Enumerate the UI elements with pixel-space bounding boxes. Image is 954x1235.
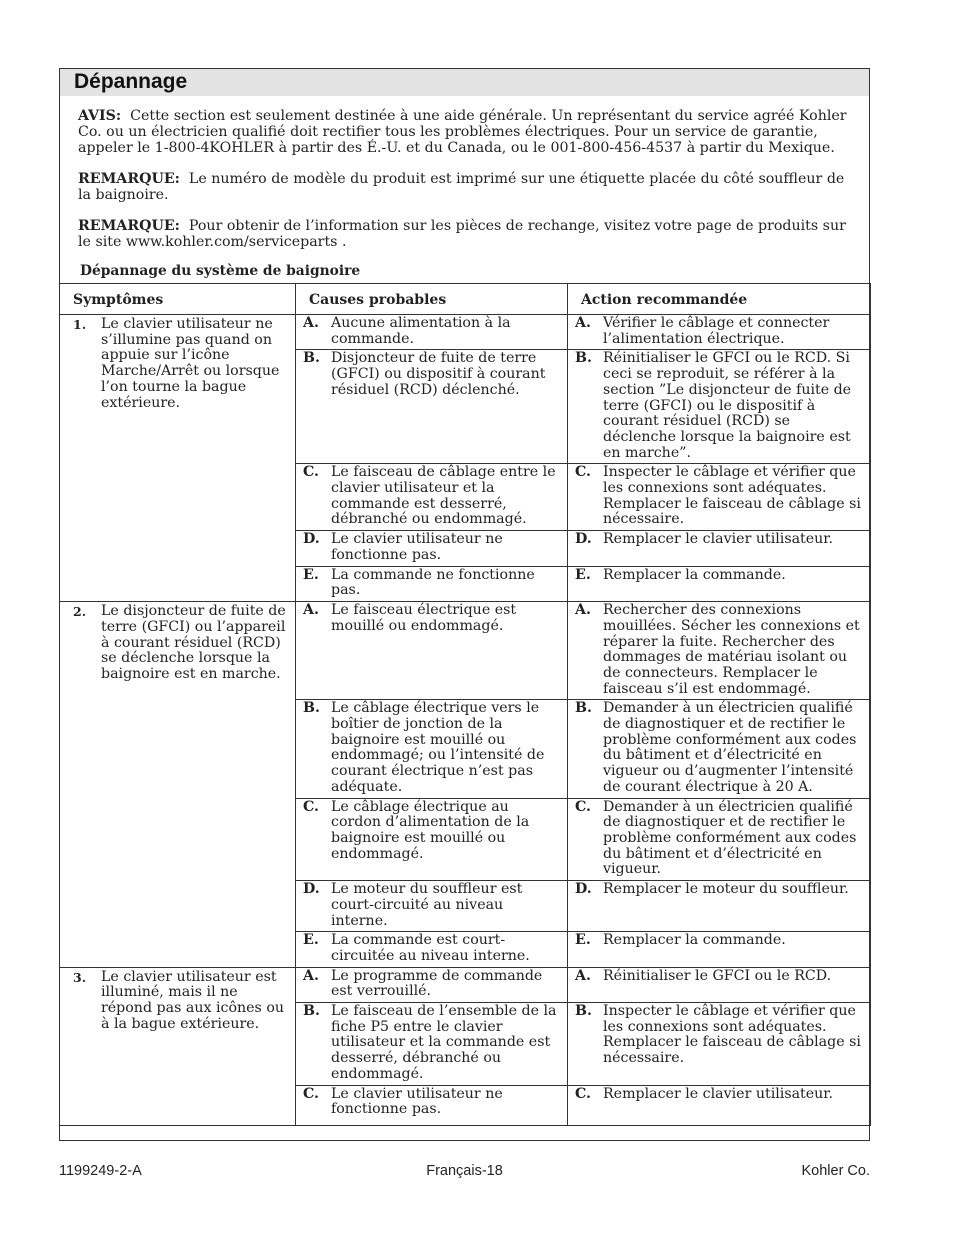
cause-letter: E. [303,932,319,949]
page-number: Français-18 [426,1163,503,1179]
cause-text: Le câblage électrique vers le boîtier de jonction de la baignoire est mouillé ou endommagé; ou l’intensité de courant électrique n’est pas adéquate. [331,700,545,795]
action-letter: D. [575,531,592,548]
cause-text: Le programme de commande est verrouillé. [331,967,543,1000]
symptom-cell [60,967,296,1125]
cause-letter: A. [303,967,319,984]
note-parts-label: REMARQUE: [78,218,180,234]
cause-letter: C. [303,464,319,481]
table-row [60,315,871,350]
table-row [60,967,871,1002]
action-cell [568,798,871,881]
cause-letter: C. [303,798,319,815]
cause-cell [296,932,568,967]
cause-cell [296,464,568,531]
action-cell [568,700,871,798]
company-name: Kohler Co. [801,1163,870,1179]
action-text: Remplacer la commande. [603,932,786,949]
symptom-number: 2. [73,604,87,620]
cause-text: Le clavier utilisateur ne fonctionne pas. [331,531,503,564]
cause-cell [296,531,568,566]
cause-letter: D. [303,881,320,898]
cause-letter: B. [303,1003,320,1020]
symptom-text: Le clavier utilisateur est illuminé, mais il ne répond pas aux icônes ou à la bague extérieure. [101,968,284,1032]
action-cell [568,350,871,464]
cause-cell [296,1003,568,1086]
cause-text: Aucune alimentation à la commande. [331,315,511,347]
action-text: Réinitialiser le GFCI ou le RCD. Si ceci se reproduit, se référer à la section ”Le disjoncteur de fuite de terre (GFCI) ou le dispositif à courant résiduel (RCD) se déclenche lorsque la baignoire est en marche”. [603,350,852,461]
cause-cell [296,315,568,350]
table-header-row [60,284,871,315]
cause-text: Le clavier utilisateur ne fonctionne pas. [331,1085,503,1118]
action-text: Remplacer le clavier utilisateur. [603,531,834,548]
note-model-paragraph [78,171,848,203]
header-action: Action recommandée [568,284,871,315]
cause-letter: A. [303,602,319,619]
action-letter: A. [575,315,591,331]
action-cell [568,1003,871,1086]
action-letter: C. [575,798,591,815]
table-row [60,602,871,700]
cause-text: Disjoncteur de fuite de terre (GFCI) ou dispositif à courant résiduel (RCD) déclenché. [331,350,546,398]
header-symptoms: Symptômes [60,284,296,315]
note-model-label: REMARQUE: [78,171,180,187]
action-text: Réinitialiser le GFCI ou le RCD. [603,967,832,984]
action-text: Remplacer la commande. [603,566,786,583]
action-letter: B. [575,1003,592,1020]
notice-label: AVIS: [78,108,122,124]
cause-cell [296,566,568,601]
cause-cell [296,700,568,798]
cause-cell [296,798,568,881]
action-cell [568,531,871,566]
cause-text: Le faisceau électrique est mouillé ou endommagé. [331,602,517,634]
action-cell [568,315,871,350]
action-letter: D. [575,881,592,898]
action-letter: C. [575,1085,591,1102]
symptom-number: 1. [73,317,87,332]
cause-text: Le faisceau de câblage entre le clavier utilisateur et la commande est desserré, débranché ou endommagé. [331,464,556,528]
action-letter: E. [575,566,591,583]
cause-text: Le câblage électrique au cordon d’alimentation de la baignoire est mouillé ou endommagé. [331,798,530,862]
note-parts-paragraph [78,218,848,250]
note-parts-text: Pour obtenir de l’information sur les pièces de rechange, visitez votre page de produits sur le site www.kohler.com/serviceparts . [78,218,846,251]
cause-text: Le moteur du souffleur est court-circuité au niveau interne. [331,881,523,929]
cause-letter: C. [303,1085,319,1102]
cause-letter: E. [303,566,319,583]
cause-text: La commande est court-circuitée au niveau interne. [331,932,530,964]
action-cell [568,881,871,932]
cause-cell [296,881,568,932]
cause-letter: A. [303,315,319,331]
action-letter: B. [575,700,592,717]
cause-text: Le faisceau de l’ensemble de la fiche P5 entre le clavier utilisateur et la commande est desserré, débranché ou endommagé. [331,1003,557,1082]
action-cell [568,967,871,1002]
action-text: Vérifier le câblage et connecter l’alimentation électrique. [603,315,830,347]
symptom-number: 3. [73,969,87,985]
header-causes: Causes probables [296,284,568,315]
action-letter: C. [575,464,591,481]
action-cell [568,566,871,601]
cause-letter: B. [303,700,320,717]
action-text: Remplacer le moteur du souffleur. [603,881,849,898]
note-model-text: Le numéro de modèle du produit est imprimé sur une étiquette placée du côté souffleur de la baignoire. [78,171,845,204]
action-text: Rechercher des connexions mouillées. Sécher les connexions et réparer la fuite. Rechercher des dommages de matériau isolant ou de connecteurs. Remplacer le faisceau s’il est endommagé. [603,602,860,697]
cause-letter: D. [303,531,320,548]
notice-paragraph [78,108,848,157]
cause-cell [296,967,568,1002]
action-cell [568,602,871,700]
action-text: Remplacer le clavier utilisateur. [603,1085,834,1102]
cause-letter: B. [303,350,320,367]
troubleshooting-table [59,283,871,1126]
action-letter: A. [575,602,591,619]
action-cell [568,1085,871,1125]
section-title: Dépannage [60,69,869,96]
table-title: Dépannage du système de baignoire [80,263,361,279]
action-text: Demander à un électricien qualifié de diagnostiquer et de rectifier le problème conformément aux codes du bâtiment et d’électricité en vigueur. [603,798,857,878]
cause-cell [296,350,568,464]
cause-cell [296,1085,568,1125]
action-cell [568,464,871,531]
symptom-text: Le clavier utilisateur ne s’illumine pas quand on appuie sur l’icône Marche/Arrêt ou lorsque l’on tourne la bague extérieure. [101,316,280,411]
action-text: Inspecter le câblage et vérifier que les connexions sont adéquates. Remplacer le faisceau de câblage si nécessaire. [603,1003,861,1067]
action-letter: A. [575,967,591,984]
document-number: 1199249-2-A [59,1163,142,1179]
notice-text: Cette section est seulement destinée à une aide générale. Un représentant du service agréé Kohler Co. ou un électricien qualifié doit rectifier tous les problèmes électriques. Pour un service de garantie, appeler le 1-800-4KOHLER à partir des É.-U. et du Canada, ou le 001-800-456-4537 à partir du Mexique. [78,108,847,157]
symptom-cell [60,315,296,602]
cause-cell [296,602,568,700]
cause-text: La commande ne fonctionne pas. [331,566,535,599]
action-text: Demander à un électricien qualifié de diagnostiquer et de rectifier le problème conformément aux codes du bâtiment et d’électricité en vigueur ou d’augmenter l’intensité de courant électrique à 20 A. [603,700,857,795]
troubleshooting-section [59,68,870,1141]
action-cell [568,932,871,967]
symptom-cell [60,602,296,967]
action-letter: E. [575,932,591,949]
action-letter: B. [575,350,592,367]
action-text: Inspecter le câblage et vérifier que les connexions sont adéquates. Remplacer le faisceau de câblage si nécessaire. [603,464,861,528]
symptom-text: Le disjoncteur de fuite de terre (GFCI) ou l’appareil à courant résiduel (RCD) se déclenche lorsque la baignoire est en marche. [101,603,286,682]
